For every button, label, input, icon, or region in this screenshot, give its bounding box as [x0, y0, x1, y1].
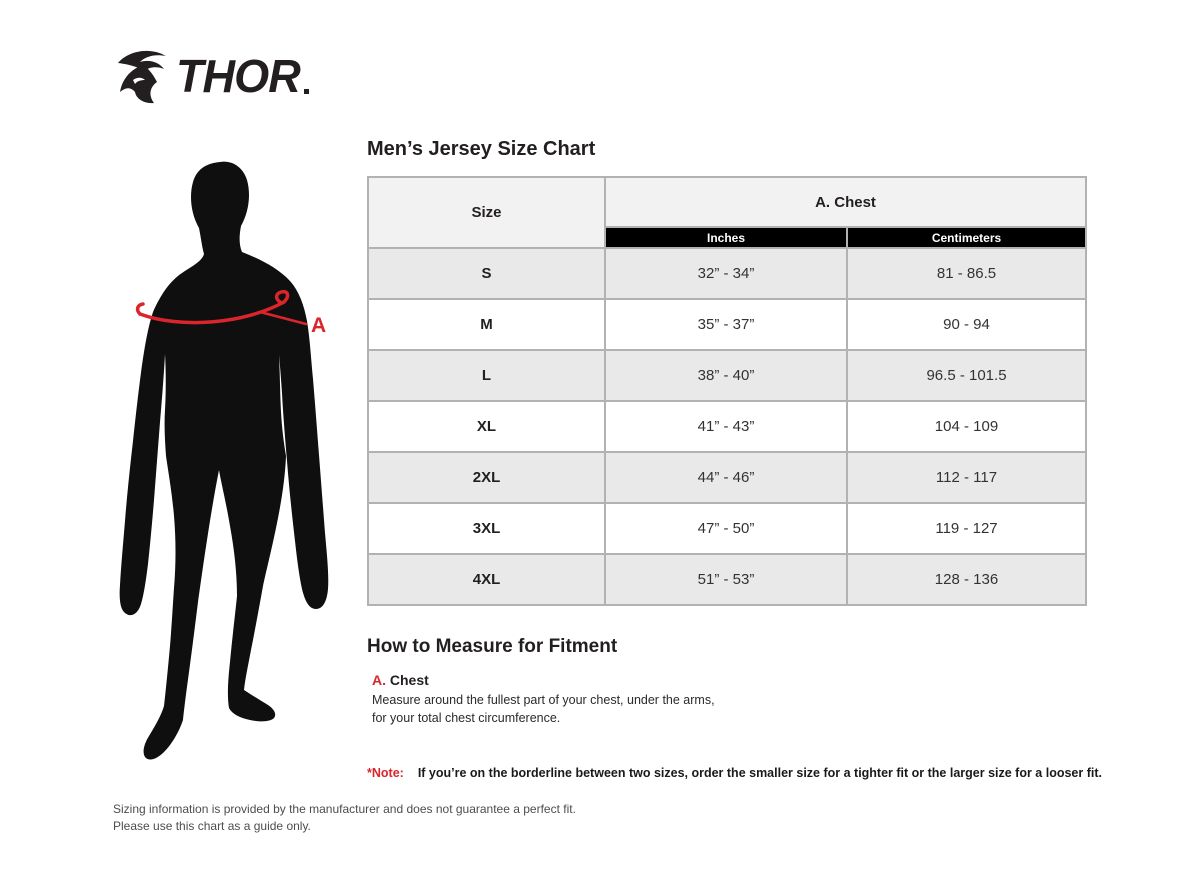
column-header-size: Size: [368, 177, 605, 248]
size-chart-table: [367, 176, 1087, 606]
cm-value: 104 - 109: [847, 401, 1086, 452]
inches-value: 35” - 37”: [605, 299, 847, 350]
inches-value: 44” - 46”: [605, 452, 847, 503]
cm-value: 96.5 - 101.5: [847, 350, 1086, 401]
table-row-m: [368, 299, 1086, 350]
table-row-l: [368, 350, 1086, 401]
measure-description: Measure around the fullest part of your chest, under the arms, for your total chest circumference.: [372, 693, 715, 726]
how-to-measure-title: How to Measure for Fitment: [367, 636, 618, 657]
male-silhouette: [120, 162, 329, 760]
table-row-xl: [368, 401, 1086, 452]
manufacturer-disclaimer: [113, 801, 576, 836]
size-label: L: [368, 350, 605, 401]
size-label: 4XL: [368, 554, 605, 605]
inches-value: 47” - 50”: [605, 503, 847, 554]
cm-value: 128 - 136: [847, 554, 1086, 605]
inches-value: 41” - 43”: [605, 401, 847, 452]
table-row-4xl: [368, 554, 1086, 605]
cm-value: 90 - 94: [847, 299, 1086, 350]
column-group-header-chest: A. Chest: [605, 177, 1086, 227]
size-label: 3XL: [368, 503, 605, 554]
column-header-centimeters: Centimeters: [847, 227, 1086, 248]
measure-instruction-chest: [372, 672, 742, 727]
thor-logo: [112, 46, 309, 106]
measurement-figure: [108, 152, 360, 782]
disclaimer-line-1: Sizing information is provided by the manufacturer and does not guarantee a perfect fit.: [113, 802, 576, 816]
size-label: 2XL: [368, 452, 605, 503]
measure-label: [372, 672, 742, 688]
thor-ram-icon: [112, 46, 174, 106]
inches-value: 38” - 40”: [605, 350, 847, 401]
size-label: S: [368, 248, 605, 299]
sizing-note: [367, 766, 1102, 780]
cm-value: 112 - 117: [847, 452, 1086, 503]
inches-value: 32” - 34”: [605, 248, 847, 299]
disclaimer-line-2: Please use this chart as a guide only.: [113, 819, 311, 834]
table-row-3xl: [368, 503, 1086, 554]
chest-annotation-label: A: [311, 314, 327, 337]
measure-letter: A.: [372, 672, 386, 688]
note-text: If you’re on the borderline between two sizes, order the smaller size for a tighter fit or the larger size for a looser fit.: [417, 766, 1102, 780]
cm-value: 119 - 127: [847, 503, 1086, 554]
measure-name: Chest: [389, 672, 429, 688]
cm-value: 81 - 86.5: [847, 248, 1086, 299]
size-label: XL: [368, 401, 605, 452]
column-header-inches: Inches: [605, 227, 847, 248]
size-label: M: [368, 299, 605, 350]
inches-value: 51” - 53”: [605, 554, 847, 605]
note-label: *Note:: [367, 766, 404, 780]
page-title: Men’s Jersey Size Chart: [367, 138, 596, 160]
thor-logo-text: THOR: [176, 50, 300, 102]
table-row-s: [368, 248, 1086, 299]
thor-logo-period: [304, 89, 309, 94]
table-row-2xl: [368, 452, 1086, 503]
